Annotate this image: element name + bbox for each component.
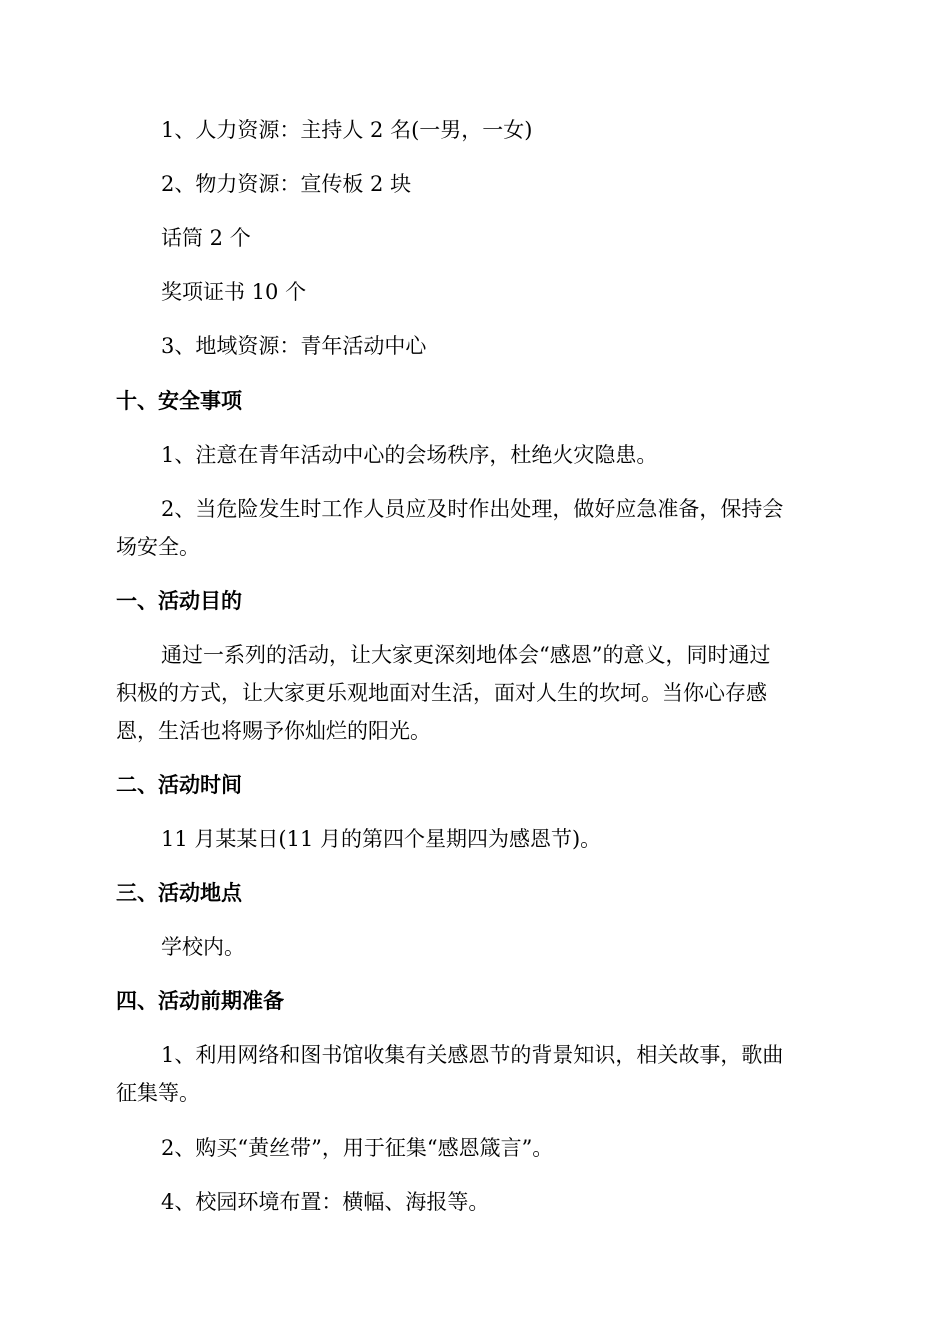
purpose-line-1: 通过一系列的活动，让大家更深刻地体会“感恩”的意义，同时通过 [161, 643, 771, 667]
purpose-line-3: 恩，生活也将赐予你灿烂的阳光。 [116, 719, 431, 743]
section-heading-preparation: 四、活动前期准备 [116, 988, 284, 1013]
preparation-item-1-line-2: 征集等。 [116, 1081, 200, 1105]
safety-item-1: 1、注意在青年活动中心的会场秩序，杜绝火灾隐患。 [161, 443, 658, 467]
safety-item-2-line-1: 2、当危险发生时工作人员应及时作出处理，做好应急准备，保持会 [161, 497, 784, 521]
time-text: 11 月某某日(11 月的第四个星期四为感恩节)。 [161, 827, 602, 851]
resource-certificates: 奖项证书 10 个 [161, 280, 307, 304]
location-text: 学校内。 [161, 935, 245, 959]
section-heading-time: 二、活动时间 [116, 772, 242, 797]
section-heading-purpose: 一、活动目的 [116, 588, 242, 613]
preparation-item-2: 2、购买“黄丝带”，用于征集“感恩箴言”。 [161, 1136, 554, 1160]
resource-mic: 话筒 2 个 [161, 226, 251, 250]
purpose-line-2: 积极的方式，让大家更乐观地面对生活，面对人生的坎坷。当你心存感 [116, 681, 767, 705]
resource-material: 2、物力资源：宣传板 2 块 [161, 172, 412, 196]
resource-venue: 3、地域资源：青年活动中心 [161, 334, 427, 358]
safety-item-2-line-2: 场安全。 [116, 535, 200, 559]
section-heading-location: 三、活动地点 [116, 880, 242, 905]
resource-human: 1、人力资源：主持人 2 名(一男，一女) [161, 118, 533, 142]
preparation-item-1-line-1: 1、利用网络和图书馆收集有关感恩节的背景知识，相关故事，歌曲 [161, 1043, 784, 1067]
preparation-item-4: 4、校园环境布置：横幅、海报等。 [161, 1190, 490, 1214]
section-heading-safety: 十、安全事项 [116, 388, 242, 413]
